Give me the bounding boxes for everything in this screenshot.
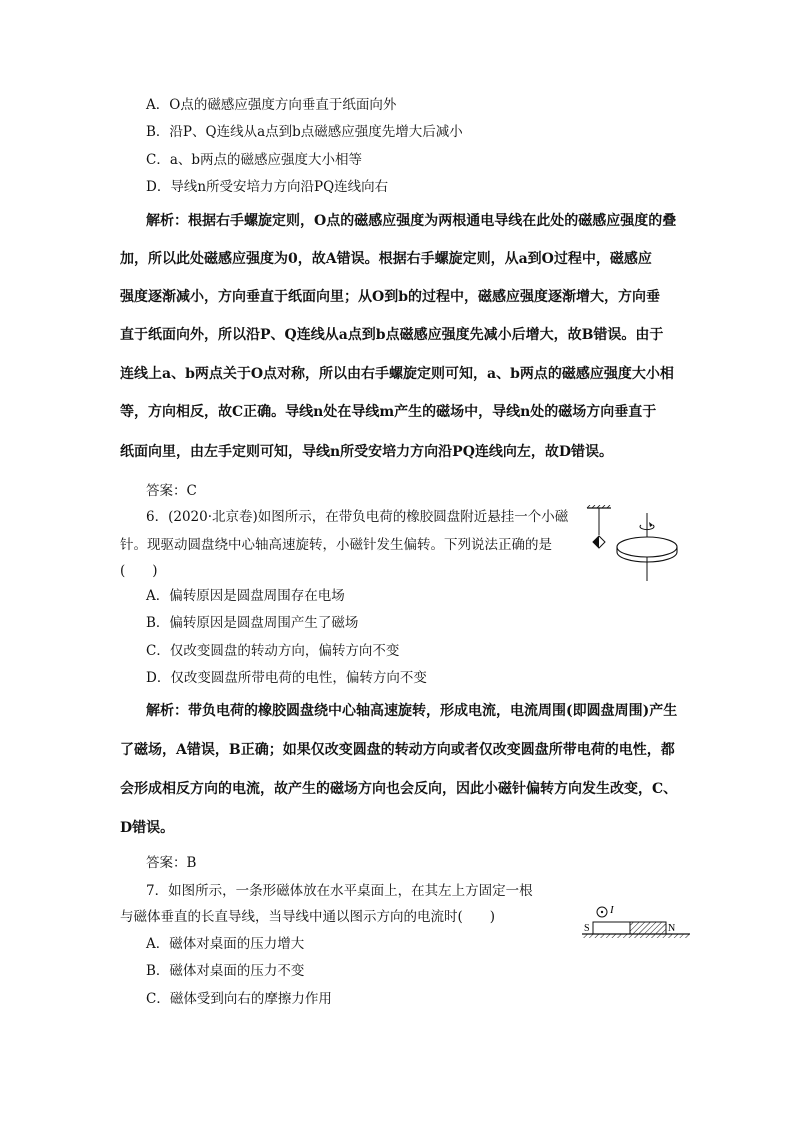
q5-answer: 答案：C (146, 483, 197, 499)
q7-option-b: B．磁体对桌面的压力不变 (146, 963, 305, 979)
q5-analysis-line-4: 直于纸面向外，所以沿P、Q连线从a点到b点磁感应强度先减小后增大，故B错误。由于 (120, 327, 664, 343)
q5-analysis-line-2: 加，所以此处磁感应强度为0，故A错误。根据右手螺旋定则，从a到O过程中，磁感应 (120, 251, 652, 267)
q5-option-d: D．导线n所受安培力方向沿PQ连线向右 (146, 179, 389, 195)
q5-analysis-line-7: 纸面向里，由左手定则可知，导线n所受安培力方向沿PQ连线向左，故D错误。 (120, 444, 614, 460)
q6-answer: 答案：B (146, 855, 197, 871)
q6-stem-line-1: 6．(2020·北京卷)如图所示，在带负电荷的橡胶圆盘附近悬挂一个小磁 (146, 509, 569, 525)
q6-option-a: A．偏转原因是圆盘周围存在电场 (146, 588, 345, 604)
q5-option-b: B．沿P、Q连线从a点到b点磁感应强度先增大后减小 (146, 124, 463, 140)
q5-analysis-line-1: 解析：根据右手螺旋定则，O点的磁感应强度为两根通电导线在此处的磁感应强度的叠 (146, 213, 677, 229)
q6-option-d: D．仅改变圆盘所带电荷的电性，偏转方向不变 (146, 670, 427, 686)
q6-stem-line-3: ( ) (120, 563, 158, 579)
q6-analysis-line-2: 了磁场，A错误，B正确；如果仅改变圆盘的转动方向或者仅改变圆盘所带电荷的电性，都 (120, 742, 675, 758)
q6-analysis-line-4: D错误。 (120, 820, 175, 836)
q6-figure-disk-compass (585, 505, 695, 585)
q7-option-a: A．磁体对桌面的压力增大 (146, 936, 305, 952)
q6-option-b: B．偏转原因是圆盘周围产生了磁场 (146, 615, 359, 631)
pole-s-label: S (584, 923, 590, 934)
q5-analysis-line-3: 强度逐渐减小，方向垂直于纸面向里；从O到b的过程中，磁感应强度逐渐增大，方向垂 (120, 289, 660, 305)
q6-stem-line-2: 针。现驱动圆盘绕中心轴高速旋转，小磁针发生偏转。下列说法正确的是 (120, 537, 552, 553)
q5-option-c: C．a、b两点的磁感应强度大小相等 (146, 152, 363, 168)
current-label: I (610, 904, 614, 916)
q6-analysis-line-1: 解析：带负电荷的橡胶圆盘绕中心轴高速旋转，形成电流，电流周围(即圆盘周围)产生 (146, 703, 678, 719)
q7-stem-line-1: 7．如图所示，一条形磁体放在水平桌面上，在其左上方固定一根 (146, 883, 533, 899)
q6-option-c: C．仅改变圆盘的转动方向，偏转方向不变 (146, 643, 400, 659)
q7-option-c: C．磁体受到向右的摩擦力作用 (146, 991, 332, 1007)
pole-n-label: N (668, 923, 676, 934)
q6-analysis-line-3: 会形成相反方向的电流，故产生的磁场方向也会反向，因此小磁针偏转方向发生改变，C、 (120, 781, 678, 797)
q5-analysis-line-5: 连线上a、b两点关于O点对称，所以由右手螺旋定则可知，a、b两点的磁感应强度大小相 (120, 366, 674, 382)
q7-stem-line-2: 与磁体垂直的长直导线，当导线中通以图示方向的电流时( ) (120, 909, 496, 925)
q5-option-a: A．O点的磁感应强度方向垂直于纸面向外 (146, 97, 397, 113)
q5-analysis-line-6: 等，方向相反，故C正确。导线n处在导线m产生的磁场中，导线n处的磁场方向垂直于 (120, 404, 657, 420)
q7-figure-bar-magnet (578, 898, 698, 944)
